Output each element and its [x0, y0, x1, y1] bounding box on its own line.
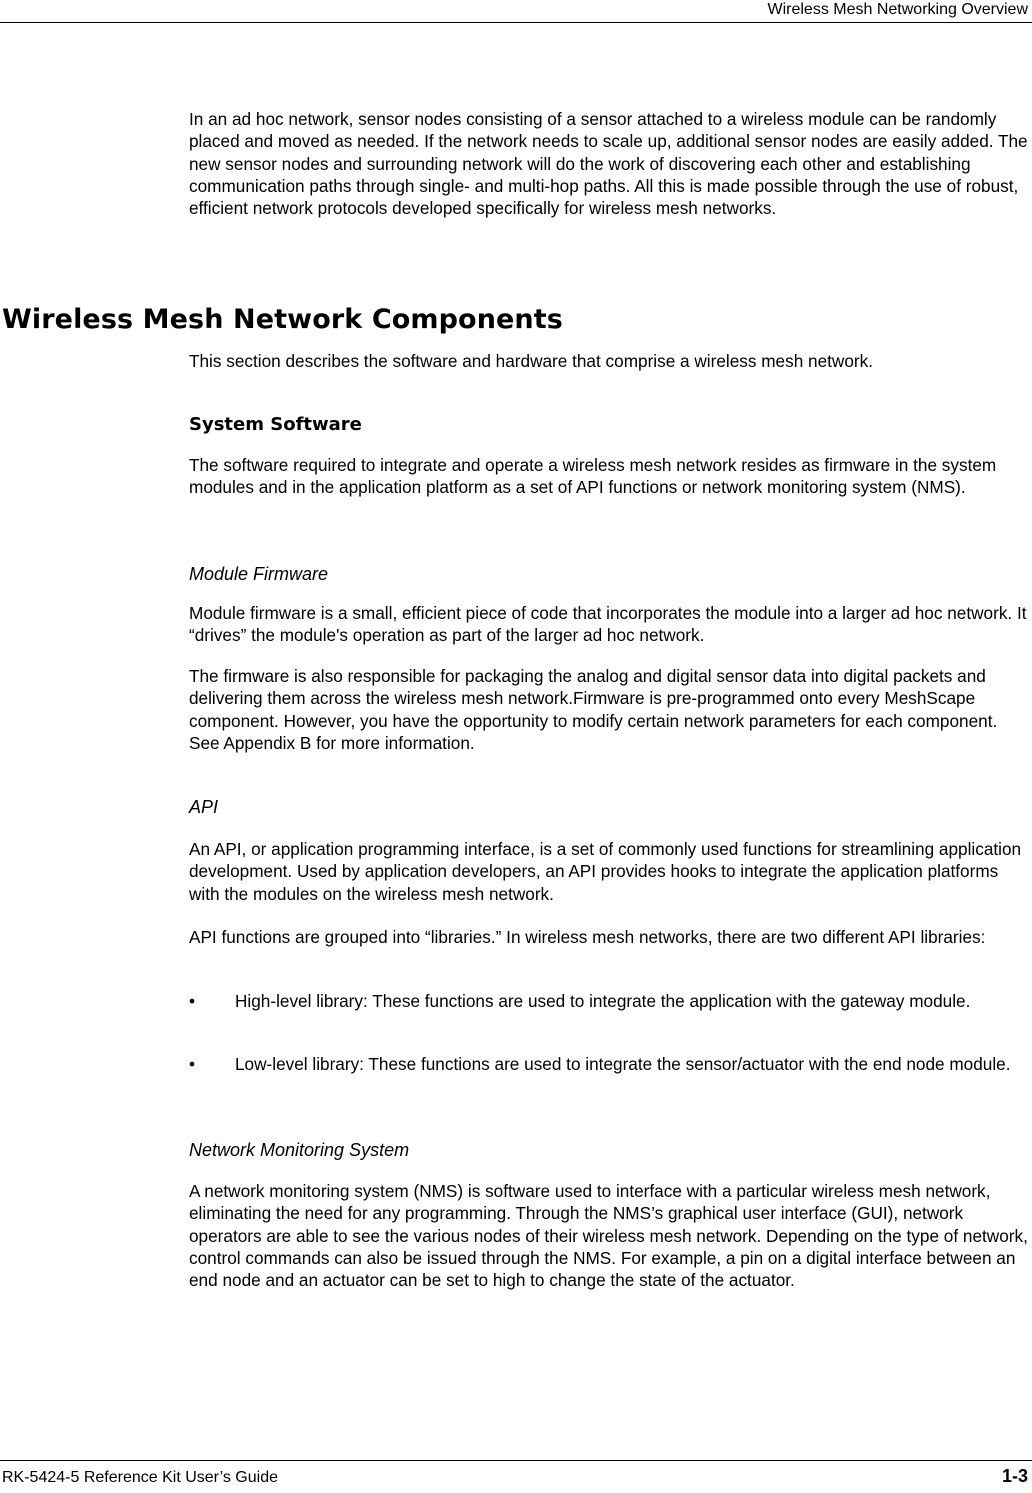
module-firmware-heading: Module Firmware [189, 564, 329, 584]
section-title: Wireless Mesh Network Components [2, 304, 563, 335]
footer-guide-title: RK-5424-5 Reference Kit User’s Guide [2, 1469, 278, 1486]
footer-divider [0, 1460, 1032, 1461]
api-paragraph-2: API functions are grouped into “libraries.” In wireless mesh networks, there are two different API libraries: [189, 927, 986, 947]
intro-block [189, 108, 1029, 219]
bullet-icon: • [189, 991, 196, 1011]
nms-heading: Network Monitoring System [189, 1140, 410, 1160]
running-header-title: Wireless Mesh Networking Overview [767, 1, 1028, 18]
header-divider [0, 22, 1032, 23]
list-item-text: High-level library: These functions are used to integrate the application with the gateway module. [235, 991, 971, 1011]
api-paragraph-1: An API, or application programming interface, is a set of commonly used functions for streamlining application development. Used by application developers, an API provides hooks to integrate the application platforms with the modules on the wireless mesh network. [189, 839, 1022, 904]
module-firmware-paragraph-2: The firmware is also responsible for packaging the analog and digital sensor data into digital packets and delivering them across the wireless mesh network.Firmware is pre-programmed onto every MeshScape component. However, you have the opportunity to modify certain network parameters for each component. See Appendix B for more information. [189, 666, 998, 753]
list-item-text: Low-level library: These functions are used to integrate the sensor/actuator with the end node module. [235, 1054, 1011, 1074]
module-firmware-paragraph-1: Module firmware is a small, efficient piece of code that incorporates the module into a larger ad hoc network. It “drives” the module's operation as part of the larger ad hoc network. [189, 603, 1027, 646]
bullet-icon: • [189, 1054, 196, 1074]
page-number: 1-3 [1001, 1466, 1028, 1486]
nms-paragraph: A network monitoring system (NMS) is software used to interface with a particular wireless mesh network, eliminating the need for any programming. Through the NMS’s graphical user interface (GUI), network operators are able to see the various nodes of their wireless mesh network. Depending on the type of network, control commands can also be issued through the NMS. For example, a pin on a digital interface between an end node and an actuator can be set to high to change the state of the actuator. [189, 1181, 1028, 1291]
api-heading: API [189, 797, 219, 817]
system-software-heading: System Software [189, 414, 362, 435]
section-intro-paragraph: This section describes the software and hardware that comprise a wireless mesh network. [189, 351, 873, 371]
intro-paragraph: In an ad hoc network, sensor nodes consisting of a sensor attached to a wireless module can be randomly placed and moved as needed. If the network needs to scale up, additional sensor nodes are easily added. The new sensor nodes and surrounding network will do the work of discovering each other and establishing communication paths through single- and multi-hop paths. All this is made possible through the use of robust, efficient network protocols developed specifically for wireless mesh networks. [189, 109, 1028, 219]
system-software-paragraph: The software required to integrate and operate a wireless mesh network resides as firmware in the system modules and in the application platform as a set of API functions or network monitoring system (NMS). [189, 455, 997, 498]
